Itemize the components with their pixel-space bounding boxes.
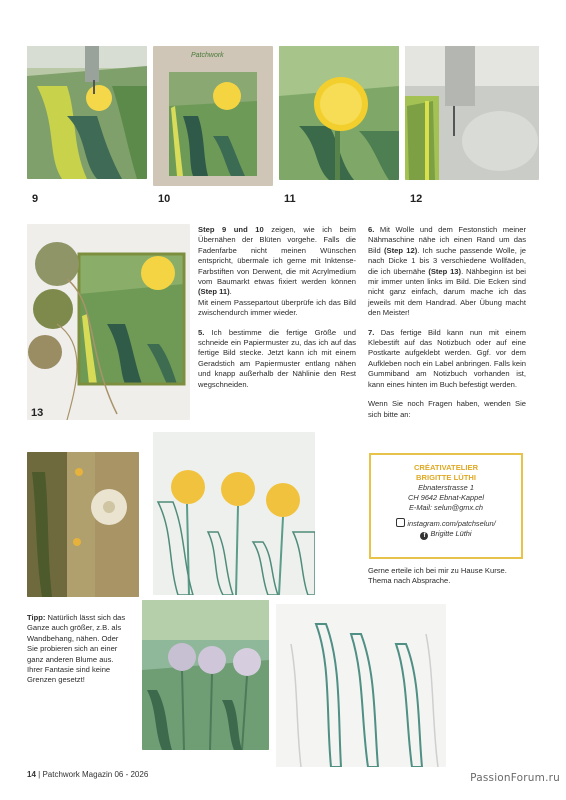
issue-date: 06 - 2026 [112,770,149,779]
page-number: 14 [27,770,36,779]
contact-box [369,453,523,559]
facebook-icon: f [420,532,428,540]
photo-step-10 [153,46,273,186]
paragraph-step-6: 6. Mit Wolle und dem Festonstich meiner Nähmaschine nähe ich einen Rand um das Bild (Step 12). Ich suche passende Wolle, je nach Dicke 1 bis 3 verschiedene Wollfäden, die ich übernähe (Step 13). Nähbeginn ist bei mir immer unten links im Bild. Die Ecken sind nicht ganz einfach, darum mache ich das jeweils mit dem Handrad. Aber Übung macht den Meister! [368,225,527,318]
tipp-label: Tipp: [27,613,46,622]
photo-step-11 [279,46,399,180]
instagram-icon [396,518,405,527]
photo-dandelion-seedheads [142,600,269,750]
contact-email[interactable]: E-Mail: selun@gmx.ch [408,503,484,512]
text-column-1 [198,225,356,399]
thumb-label: Patchwork [191,52,224,59]
photo-step-9 [27,46,147,179]
paragraph-questions: Wenn Sie noch Fragen haben, wenden Sie sich bitte an: [368,399,526,419]
text-column-2 [368,225,526,429]
contact-street: Ebnaterstrasse 1 [418,483,474,492]
photo-number: 11 [284,193,296,205]
photo-dandelion-quilt-left [27,452,139,597]
courses-note: Gerne erteile ich bei mir zu Hause Kurse. Thema nach Absprache. [368,566,507,586]
watermark: PassionForum.ru [470,772,560,784]
paragraph-step-7: 7. Das fertige Bild kann nun mit einem Klebestift auf das Notizbuch oder auf eine Postkarte aufgeklebt werden. Ggf. vor dem Aufkleben noch ein Label anbringen. Falls kein Gummiband am Notizbuch vorhanden ist, kann eines hinten im Buch befestigt werden. [368,327,526,389]
tipp-box: Tipp: Natürlich lässt sich das Ganze auch größer, z.B. als Wandbehang, nähen. Oder Sie probieren sich an einer ganz anderen Blume aus. Ihrer Fantasie sind keine Grenzen gesetzt! [27,613,126,685]
photo-step-12 [405,46,539,180]
photo-step-13 [27,224,190,420]
photo-number: 9 [32,193,39,205]
paragraph-steps-9-11: Step 9 und 10 zeigen, wie ich beim Übernähen der Blüten vorgehe. Falls die Fadenfarbe nicht meinen Wünschen entspricht, übermale ich gerne mit Inktense-Farbstiften von Derwent, die mit Acrylmedium vom Baumarkt etwas fixiert werden können (Step 11). Mit einem Passepartout überprüfe ich das Bild zwischendurch immer wieder. [198,225,356,318]
contact-facebook[interactable]: f Brigitte Lüthi [371,529,521,540]
photo-number: 13 [31,407,44,419]
magazine-name: Patchwork Magazin [42,770,113,779]
photo-dandelion-embroidery-yellow [153,432,315,595]
page-footer: 14 | Patchwork Magazin 06 - 2026 [27,770,149,779]
contact-city: CH 9642 Ebnat-Kappel [407,493,484,502]
photo-number: 12 [410,193,423,205]
photo-number: 10 [158,193,171,205]
photo-leaf-embroidery [276,604,446,767]
contact-title-1: CRÉATIVATELIER [413,463,479,472]
contact-title-2: BRIGITTE LÜTHI [416,473,476,482]
paragraph-step-5: 5. Ich bestimme die fertige Größe und schneide ein Papiermuster zu, das ich auf das fertige Bild stecke. Jetzt kann ich mit einem Geradstich am Papiermuster entlang nähen und knapp außerhalb der Nählinie den Rest wegschneiden. [198,327,356,389]
contact-instagram[interactable]: instagram.com/patchselun/ [371,518,521,529]
